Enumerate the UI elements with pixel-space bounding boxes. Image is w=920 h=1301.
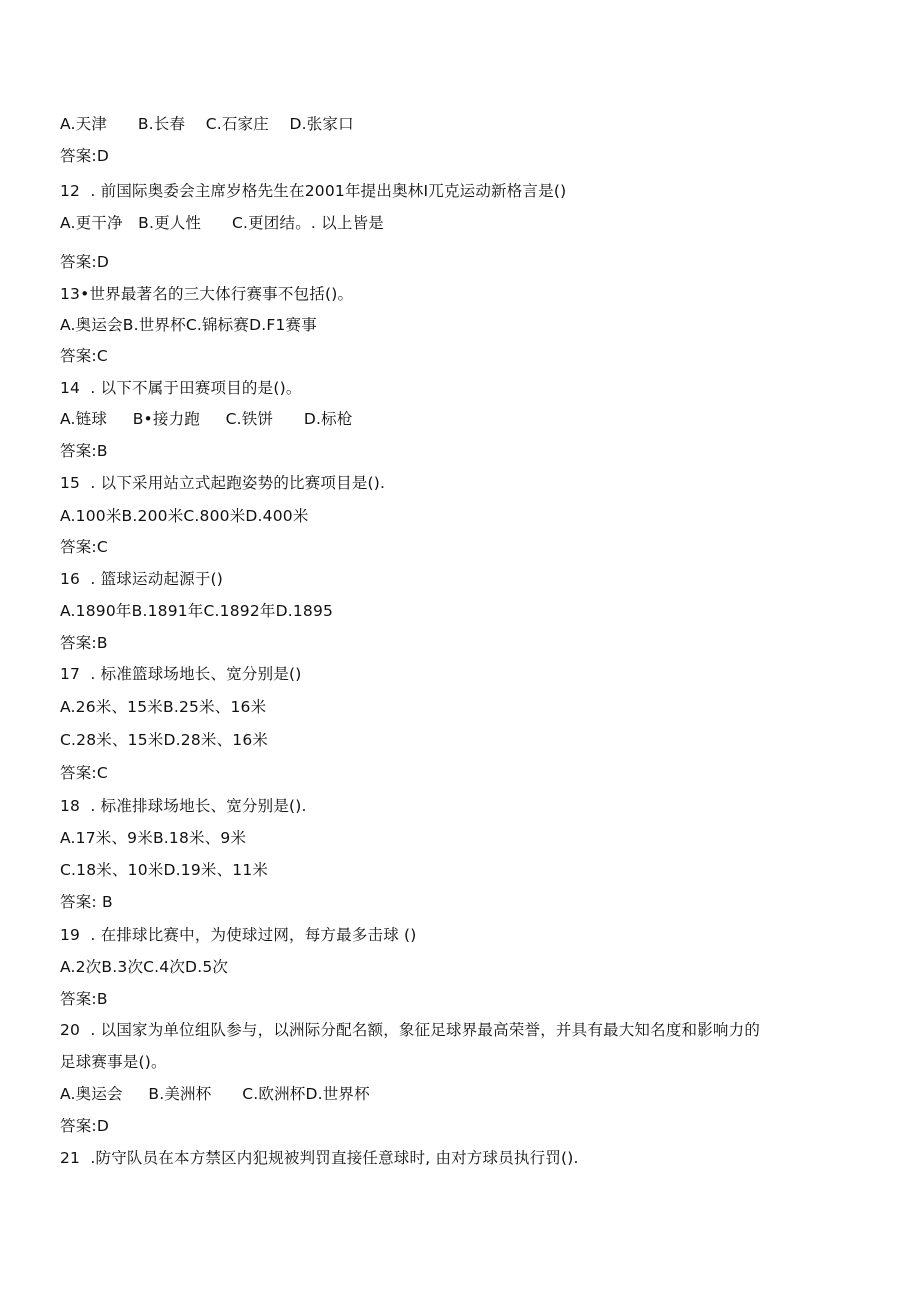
q21-question: 21 .防守队员在本方禁区内犯规被判罚直接任意球时, 由对方球员执行罚(). [60, 1149, 579, 1167]
q15-options: A.100米B.200米C.800米D.400米 [60, 507, 309, 525]
q13-answer: 答案:C [60, 347, 108, 365]
q19-options: A.2次B.3次C.4次D.5次 [60, 958, 229, 976]
q14-answer: 答案:B [60, 442, 108, 460]
q12-answer: 答案:D [60, 253, 109, 271]
q15-question: 15 . 以下采用站立式起跑姿势的比赛项目是(). [60, 474, 386, 492]
q16-answer: 答案:B [60, 634, 108, 652]
q20-question-line1: 20 . 以国家为单位组队参与，以洲际分配名额，象征足球界最高荣誉，并具有最大知名度和影响力的 [60, 1021, 761, 1039]
q18-options-2: C.18米、10米D.19米、11米 [60, 861, 269, 879]
q11-options: A.天津 B.长春 C.石家庄 D.张家口 [60, 115, 354, 133]
q14-options: A.链球 B•接力跑 C.铁饼 D.标枪 [60, 410, 353, 428]
q18-question: 18 . 标准排球场地长、宽分别是(). [60, 797, 307, 815]
q20-answer: 答案:D [60, 1117, 109, 1135]
q16-question: 16 . 篮球运动起源于() [60, 570, 224, 588]
q11-answer: 答案:D [60, 147, 109, 165]
q13-question: 13•世界最著名的三大体行赛事不包括()。 [60, 285, 354, 303]
q12-question: 12 . 前国际奥委会主席岁格先生在2001年提出奥林I兀克运动新格言是() [60, 182, 567, 200]
q17-question: 17 . 标准篮球场地长、宽分别是() [60, 665, 302, 683]
q18-options-1: A.17米、9米B.18米、9米 [60, 829, 247, 847]
q20-question-line2: 足球赛事是()。 [60, 1053, 167, 1071]
q17-options-1: A.26米、15米B.25米、16米 [60, 698, 267, 716]
q13-options: A.奥运会B.世界杯C.锦标赛D.F1赛事 [60, 316, 317, 334]
q12-options: A.更干净 B.更人性 C.更团结。. 以上皆是 [60, 214, 384, 232]
q14-question: 14 . 以下不属于田赛项目的是()。 [60, 379, 302, 397]
q19-answer: 答案:B [60, 990, 108, 1008]
q19-question: 19 . 在排球比赛中，为使球过网，每方最多击球 () [60, 926, 417, 944]
q18-answer: 答案: B [60, 893, 113, 911]
q15-answer: 答案:C [60, 538, 108, 556]
q20-options: A.奥运会 B.美洲杯 C.欧洲杯D.世界杯 [60, 1085, 370, 1103]
q16-options: A.1890年B.1891年C.1892年D.1895 [60, 602, 334, 620]
q17-answer: 答案:C [60, 764, 108, 782]
q17-options-2: C.28米、15米D.28米、16米 [60, 731, 269, 749]
